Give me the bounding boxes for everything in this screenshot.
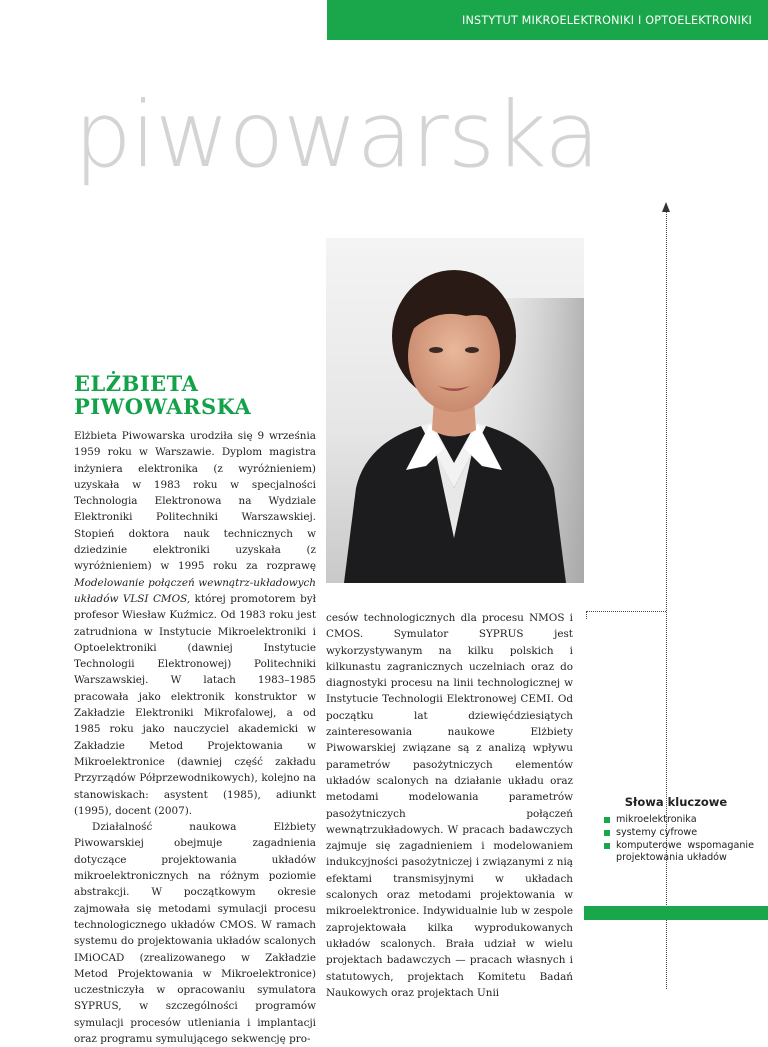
dotted-guide-tick [586,611,587,619]
keyword-item [604,827,754,839]
dotted-guide-line [666,212,667,989]
accent-band [584,906,768,920]
person-last-name: PIWOWARSKA [74,394,252,419]
biography-column-2 [326,610,573,1001]
dotted-guide-connector [586,611,666,612]
keyword-item [604,840,754,864]
bio-text: Elżbieta Piwowarska urodziła się 9 września 1959 roku w Warszawie. Dyplom magistra inżyniera elektronika (z wyróżnieniem) uzyskała w 1983 roku w specjalności Technologia Elektronowa na Wydziale Elektroniki Politechniki Warszawskiej. Stopień doktora nauk technicznych w dziedzinie elektroniki uzyskała (z wyróżnieniem) w 1995 roku za rozprawę [74,430,316,573]
keyword-text: systemy cyfrowe [616,827,698,838]
bio-paragraph-1 [74,428,316,819]
keyword-text: komputerowe wspomaganie projektowania układów [616,840,754,863]
bullet-square-icon [604,843,610,849]
bullet-square-icon [604,830,610,836]
person-first-name: ELŻBIETA [74,371,199,396]
bullet-square-icon [604,817,610,823]
thesis-title: Modelowanie połączeń wewnątrz-układowych układów VLSI CMOS, [74,576,316,605]
institute-name: INSTYTUT MIKROELEKTRONIKI I OPTOELEKTRONIKI [461,13,752,27]
keyword-text: mikroelektronika [616,814,697,825]
surname-watermark: piwowarska [74,83,600,188]
header-bar [327,0,768,40]
portrait-photo [326,238,584,583]
keywords-title: Słowa kluczowe [624,795,728,809]
keyword-item [604,814,754,826]
keywords-list [604,814,754,865]
bio-paragraph-2: Działalność naukowa Elżbiety Piwowarskiej obejmuje zagadnienia dotyczące projektowania układów mikroelektronicznych na różnym poziomie abstrakcji. W początkowym okresie zajmowała się metodami symulacji procesu technologicznego układów CMOS. W ramach systemu do projektowania układów scalonych IMiOCAD (zrealizowanego w Zakładzie Metod Projektowania w Mikroelektronice) uczestniczyła w opracowaniu symulatora SYPRUS, w szczególności programów symulacji procesów utleniania i implantacji oraz programu symulującego sekwencję pro- [74,821,316,1045]
bio-text: której promotorem był profesor Wiesław Kuźmicz. Od 1983 roku jest zatrudniona w Instytucie Mikroelektroniki i Optoelektroniki (dawniej Instytucie Technologii Elektronowej) Politechniki Warszawskiej. W latach 1983–1985 pracowała jako elektronik konstruktor w Zakładzie Elektroniki Mikrofalowej, a od 1985 roku jako nauczyciel akademicki w Zakładzie Metod Projektowania w Mikroelektronice (dawniej część zakładu Przyrządów Półprzewodnikowych), kolejno na stanowiskach: asystent (1985), adiunkt (1995), docent (2007). [74,592,317,817]
person-name [74,372,251,418]
biography-column-1 [74,428,316,1047]
arrow-up-icon [662,202,670,212]
bio-paragraph-continued: cesów technologicznych dla procesu NMOS i CMOS. Symulator SYPRUS jest wykorzystywanym na kilku polskich i kilkunastu zagranicznych uczelniach oraz do diagnostyki procesu na linii technologicznej w Instytucie Technologii Elektronowej CEMI. Od początku lat dziewięćdziesiątych zainteresowania naukowe Elżbiety Piwowarskiej związane są z analizą wpływu parametrów pasożytniczych elementów układów scalonych na działanie układu oraz metodami modelowania parametrów pasożytniczych połączeń wewnątrzukładowych. W pracach badawczych zajmuje się zagadnieniem i modelowaniem indukcyjności pasożytniczej i związanymi z nią efektami transmisyjnymi w układach scalonych oraz metodami projektowania w mikroelektronice. Indywidualnie lub w zespole zaprojektowała kilka wyprodukowanych układów scalonych. Brała udział w wielu projektach badawczych — pracach własnych i statutowych, projektach Komitetu Badań Naukowych oraz projektach Unii [326,612,573,999]
portrait-illustration [326,238,584,583]
